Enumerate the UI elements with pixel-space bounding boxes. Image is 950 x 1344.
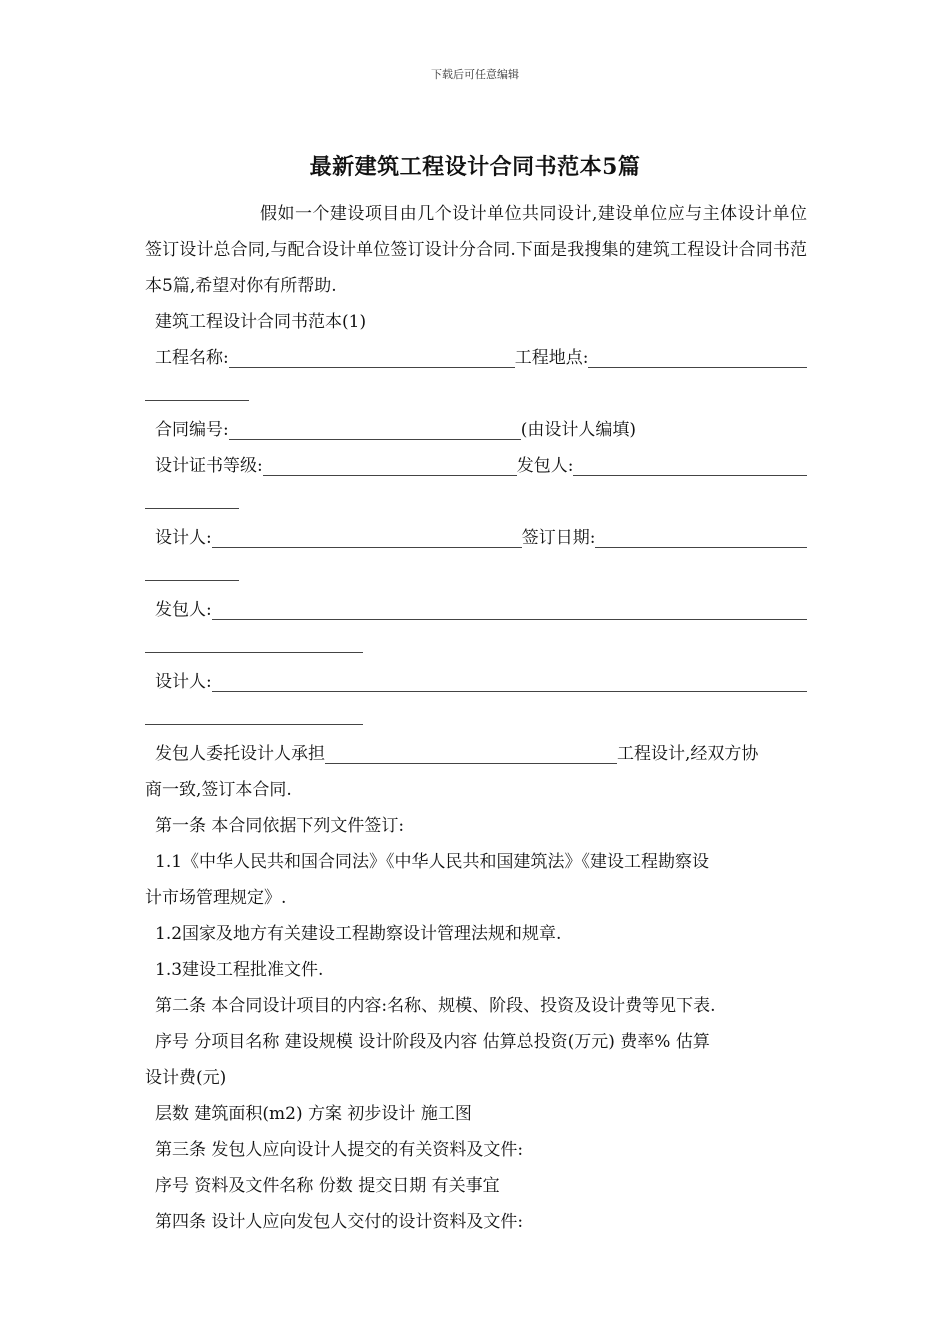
- project-location-blank-continued: [145, 376, 807, 412]
- contract-no-blank[interactable]: [229, 421, 521, 440]
- document-title: 最新建筑工程设计合同书范本5篇: [309, 154, 641, 180]
- article-1-2: 1.2国家及地方有关建设工程勘察设计管理法规和规章.: [155, 924, 562, 944]
- page-header: 下载后可任意编辑: [431, 68, 519, 81]
- contract-no-note: (由设计人编填): [520, 420, 636, 440]
- project-location-label: 工程地点:: [514, 348, 589, 368]
- article-1-1-line1: 1.1《中华人民共和国合同法》《中华人民共和国建筑法》《建设工程勘察设: [155, 852, 710, 872]
- cert-level-label: 设计证书等级:: [155, 456, 263, 476]
- article-1-3: 1.3建设工程批准文件.: [155, 960, 324, 980]
- employer2-label: 发包人:: [155, 600, 212, 620]
- designer2-label: 设计人:: [155, 672, 212, 692]
- employer-label: 发包人:: [516, 456, 574, 476]
- article-2-table-header-line1: 序号 分项目名称 建设规模 设计阶段及内容 估算总投资(万元) 费率% 估算: [155, 1032, 710, 1052]
- entrust-line2: 商一致,签订本合同.: [145, 780, 292, 800]
- employer-blank-continued: [145, 484, 807, 520]
- project-location-blank[interactable]: [588, 349, 807, 368]
- designer-row: [145, 520, 807, 556]
- employer2-blank-continued: [145, 628, 807, 664]
- designer2-blank[interactable]: [212, 673, 807, 692]
- article-2: 第二条 本合同设计项目的内容:名称、规模、阶段、投资及设计费等见下表.: [155, 996, 716, 1016]
- entrust-suffix: 工程设计,经双方协: [617, 744, 759, 764]
- employer2-row: [145, 592, 807, 628]
- article-3-table-header: 序号 资料及文件名称 份数 提交日期 有关事宜: [155, 1176, 500, 1196]
- sign-date-label: 签订日期:: [521, 528, 596, 548]
- entrust-row: [145, 736, 807, 772]
- project-name-row: [145, 340, 807, 376]
- document-body: [145, 196, 807, 1240]
- sign-date-blank-continued: [145, 556, 807, 592]
- section-title: 建筑工程设计合同书范本(1): [155, 312, 367, 332]
- entrust-project-blank[interactable]: [325, 745, 617, 764]
- project-name-blank[interactable]: [229, 349, 515, 368]
- contract-no-row: [145, 412, 807, 448]
- employer2-blank[interactable]: [212, 601, 807, 620]
- article-1-1-line2: 计市场管理规定》.: [145, 888, 287, 908]
- employer-blank[interactable]: [573, 457, 807, 476]
- project-name-label: 工程名称:: [155, 348, 229, 368]
- article-4: 第四条 设计人应向发包人交付的设计资料及文件:: [155, 1212, 524, 1232]
- contract-no-label: 合同编号:: [155, 420, 229, 440]
- cert-level-blank[interactable]: [263, 457, 517, 476]
- article-2-table-header-line2: 设计费(元): [145, 1068, 227, 1088]
- cert-level-row: [145, 448, 807, 484]
- designer2-blank-continued: [145, 700, 807, 736]
- sign-date-blank[interactable]: [595, 529, 807, 548]
- entrust-prefix: 发包人委托设计人承担: [155, 744, 325, 764]
- intro-paragraph: 假如一个建设项目由几个设计单位共同设计,建设单位应与主体设计单位签订设计总合同,与配合设计单位签订设计分合同.下面是我搜集的建筑工程设计合同书范本5篇,希望对你有所帮助.: [145, 204, 807, 296]
- designer-label: 设计人:: [155, 528, 212, 548]
- article-2-subheader: 层数 建筑面积(m2) 方案 初步设计 施工图: [155, 1104, 472, 1124]
- designer-blank[interactable]: [212, 529, 522, 548]
- article-1: 第一条 本合同依据下列文件签订:: [155, 816, 405, 836]
- designer2-row: [145, 664, 807, 700]
- article-3: 第三条 发包人应向设计人提交的有关资料及文件:: [155, 1140, 524, 1160]
